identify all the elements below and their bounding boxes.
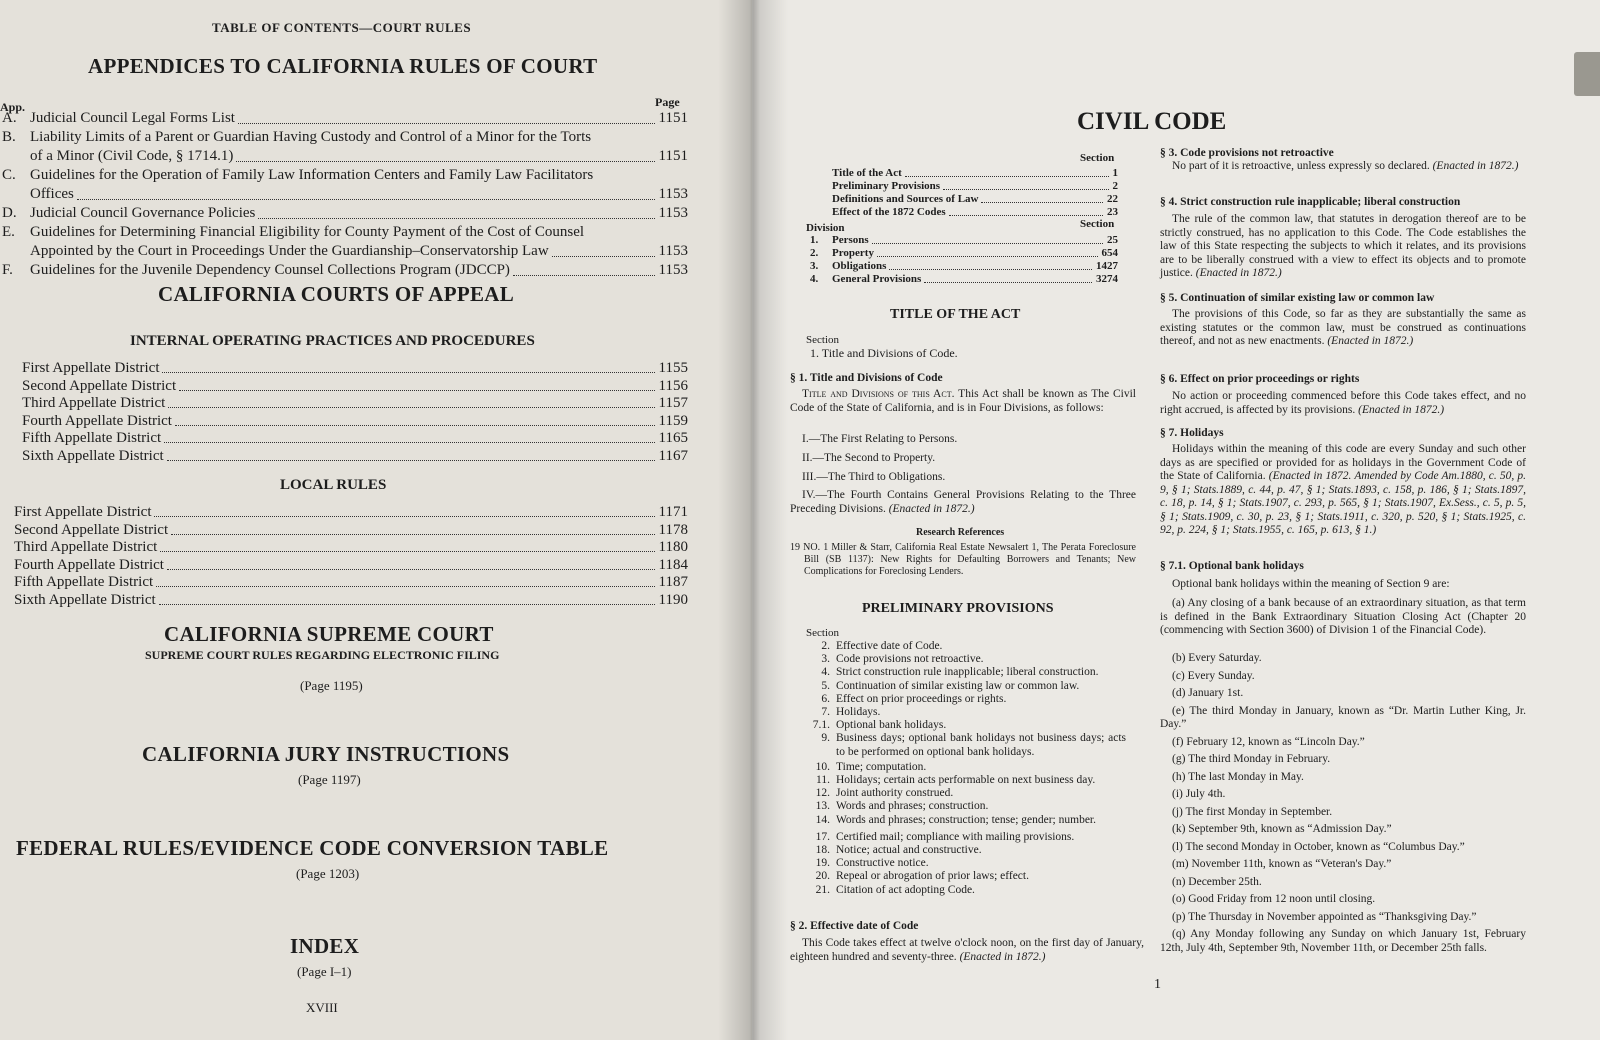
s4-text: The rule of the common law, that statutes in derogation thereof are to be strictly construed, has no application to this Code. The Code establishes the law of this State respecting the subjects to which it relates, and its provisions are to be liberally construed with a view to effect its objects and to promote justice. (1160, 213, 1526, 279)
s7-head: § 7. Holidays (1160, 427, 1224, 439)
appendix-line-page: 1151 (658, 110, 688, 126)
prelim-item (804, 774, 1126, 787)
toc-entry-text: Title of the Act (832, 167, 902, 179)
prelim-item-number: 5. (821, 679, 830, 692)
jury-page: (Page 1197) (298, 772, 361, 787)
appendix-line (30, 185, 688, 204)
district-entry-page: 1180 (658, 539, 688, 556)
toc-entry-leader (943, 189, 1108, 190)
toc-division-entry (810, 273, 1118, 286)
district-entry (22, 412, 688, 430)
appendix-line-page: 1153 (658, 186, 688, 202)
title-act-heading: TITLE OF THE ACT (890, 307, 1021, 322)
prelim-item-number: 17. (815, 830, 830, 843)
federal-heading: FEDERAL RULES/EVIDENCE CODE CONVERSION TABLE (16, 836, 609, 860)
prelim-item (804, 787, 1126, 800)
toc-entry-page: 23 (1107, 206, 1118, 218)
supreme-heading: CALIFORNIA SUPREME COURT (164, 622, 494, 646)
s1-head: § 1. Title and Divisions of Code (790, 372, 943, 384)
prelim-item (804, 831, 1126, 844)
toc-entry (832, 167, 1118, 180)
district-entry (14, 503, 688, 521)
s71-item: (l) The second Monday in October, known as “Columbus Day.” (1172, 840, 1465, 853)
s6-body (1160, 390, 1526, 417)
prelim-item-text: Business days; optional bank holidays not business days; acts to be performed on optional bank holidays. (836, 732, 1126, 758)
district-entry-page: 1157 (658, 395, 688, 412)
appendix-letter: D. (2, 205, 17, 221)
appendix-entry (2, 109, 688, 128)
prelim-item-number: 12. (815, 787, 830, 800)
prelim-item-text: Effective date of Code. (836, 640, 943, 652)
toc-division-entry-page: 25 (1107, 234, 1118, 246)
right-folio: 1 (1154, 977, 1161, 992)
civil-code-title: CIVIL CODE (1077, 108, 1227, 135)
appendix-line-text: of a Minor (Civil Code, § 1714.1) (30, 148, 234, 164)
toc-entry-leader (949, 215, 1103, 216)
appendix-text: Guidelines for the Operation of Family Law Information Centers and Family Law Facilitators (30, 167, 594, 183)
iop-heading: INTERNAL OPERATING PRACTICES AND PROCEDURES (130, 333, 535, 349)
prelim-item-text: Certified mail; compliance with mailing provisions. (836, 830, 1075, 843)
appendix-line-leader (258, 218, 654, 219)
prelim-item (804, 732, 1126, 758)
supreme-page: (Page 1195) (300, 678, 363, 693)
toc-division-entry-text: General Provisions (832, 273, 922, 285)
district-entry-page: 1165 (658, 430, 688, 447)
district-entry-text: Fifth Appellate District (22, 430, 162, 447)
s3-head: § 3. Code provisions not retroactive (1160, 147, 1334, 159)
prelim-item-text: Joint authority construed. (836, 787, 954, 800)
prelim-item-number: 7. (821, 706, 830, 719)
s71-a: (a) Any closing of a bank because of an extraordinary situation, as that term is defined in the Bank Extraordinary Situation Closing Act (Chapter 20 (commencing with Section 3600) of Division 1 of the Financial Code). (1160, 597, 1526, 636)
s6-text: No action or proceeding commenced before this Code takes effect, and no right accrued, is affected by its provisions. (1160, 390, 1526, 416)
district-entry-text: First Appellate District (14, 504, 152, 520)
toc-division-number: 1. (810, 234, 819, 246)
toc-entry (832, 193, 1118, 206)
toc-division-entry-text: Property (832, 247, 874, 259)
s6-enacted: (Enacted in 1872.) (1358, 403, 1445, 416)
appendix-letter: A. (2, 110, 17, 126)
prelim-item (804, 693, 1126, 706)
district-entry-text: Third Appellate District (14, 539, 158, 556)
s71-item: (i) July 4th. (1172, 788, 1226, 800)
district-entry-text: Sixth Appellate District (14, 592, 156, 608)
appendix-line-text: Appointed by the Court in Proceedings Under the Guardianship–Conservatorship Law (30, 243, 549, 259)
prelim-item-text: Optional bank holidays. (836, 719, 947, 732)
district-entry-page: 1167 (658, 448, 688, 464)
appendix-line-page: 1153 (658, 243, 688, 259)
prelim-heading: PRELIMINARY PROVISIONS (862, 601, 1054, 616)
district-entry (22, 429, 688, 447)
toc-division-entry-page: 654 (1101, 247, 1118, 259)
s71-item: (b) Every Saturday. (1172, 652, 1262, 664)
prelim-item-text: Notice; actual and constructive. (836, 844, 982, 857)
appendix-line-leader (552, 256, 655, 257)
s71-item: (j) The first Monday in September. (1172, 805, 1333, 818)
s2-enacted: (Enacted in 1872.) (959, 950, 1046, 963)
running-head: TABLE OF CONTENTS—COURT RULES (212, 20, 472, 35)
toc-entry-text: Definitions and Sources of Law (832, 193, 979, 205)
district-entry (22, 359, 688, 377)
appendix-letter: C. (2, 167, 16, 183)
appendix-line-leader (513, 275, 655, 276)
appendix-line (30, 242, 688, 261)
rr-text: 19 NO. 1 Miller & Starr, California Real Estate Newsalert 1, The Perata Foreclosure Bill (SB 1137): New Rights for Defaulting Borrowers and Tenants; New Complications for Foreclosing Lenders. (790, 542, 1136, 577)
appendix-text: Liability Limits of a Parent or Guardian Having Custody and Control of a Minor for the Torts (30, 129, 592, 145)
appendix-line-leader (236, 161, 654, 162)
prelim-item-text: Strict construction rule inapplicable; liberal construction. (836, 666, 1099, 679)
s4-enacted: (Enacted in 1872.) (1195, 267, 1282, 279)
district-entry-page: 1187 (658, 574, 688, 591)
s71-item: (h) The last Monday in May. (1172, 770, 1304, 783)
appendix-entry (2, 204, 688, 223)
s7-enacted: (Enacted in 1872. Amended by Code Am.1880, c. 50, p. 9, § 1; Stats.1889, c. 44, p. 47, § 1; Stats.1893, c. 158, p. 186, § 1; Stats.1897, c. 18, p. 14, § 1; Stats.1907, c. 293, p. 565, § 1; Stats.1907, Ex.Sess., c. 5, p. 5, § 1; Stats.1909, c. 30, p. 23, § 1; Stats.1911, c. 320, p. 520, § 1; Stats.1925, c. 92, p. 224, § 1; Stats.1955, c. 165, p. 613, § 1.) (1160, 470, 1527, 536)
prelim-item-number: 11. (816, 774, 830, 787)
s1-div-1: I.—The First Relating to Persons. (802, 433, 958, 445)
s71-item: (d) January 1st. (1172, 687, 1244, 699)
appendix-text-block (30, 223, 688, 261)
left-page (0, 0, 752, 1040)
prelim-item-number: 3. (821, 653, 830, 666)
toc-division-label: Division (806, 222, 845, 234)
district-entry-page: 1159 (658, 412, 688, 429)
district-entry-leader (175, 425, 655, 426)
district-entry-leader (156, 586, 654, 587)
appendix-line-text: Judicial Council Governance Policies (30, 205, 256, 221)
prelim-item (804, 844, 1126, 857)
s1-enacted: (Enacted in 1872.) (888, 502, 975, 515)
index-heading: INDEX (290, 934, 360, 958)
district-entry-page: 1190 (658, 592, 688, 608)
appendix-line (30, 261, 688, 280)
s7-body (1160, 443, 1526, 538)
appendix-entry (2, 166, 688, 204)
appendix-entry (2, 128, 688, 166)
s71-list (1160, 652, 1526, 959)
prelim-item (804, 870, 1126, 883)
prelim-item (804, 666, 1126, 679)
appendix-text-block (30, 109, 688, 128)
toc-section-label-2: Section (1080, 218, 1115, 230)
district-entry-leader (159, 604, 655, 605)
prelim-item-number: 9. (821, 732, 830, 745)
toc-division-entry-page: 3274 (1096, 273, 1118, 285)
prelim-item (804, 706, 1126, 719)
district-entry-page: 1178 (658, 521, 688, 538)
s5-text: The provisions of this Code, so far as they are substantially the same as existing statutes or the common law, must be construed as continuations thereof, and not as new enactments. (1160, 308, 1526, 347)
s71-item: (k) September 9th, known as “Admission Day.” (1172, 823, 1392, 835)
s7-text: Holidays within the meaning of this code are every Sunday and such other days as are specified or provided for as holidays in the Government Code of the State of California. (1160, 443, 1526, 482)
s71-item: (g) The third Monday in February. (1172, 753, 1331, 765)
index-page: (Page I–1) (297, 964, 352, 979)
prelim-item (804, 800, 1126, 813)
toc-division-entry-page: 1427 (1096, 260, 1118, 272)
toc-entry-page: 2 (1112, 180, 1118, 192)
district-entry (22, 394, 688, 412)
appendix-line (30, 109, 688, 128)
s6-head: § 6. Effect on prior proceedings or rights (1160, 373, 1360, 385)
toc-entry-text: Effect of the 1872 Codes (832, 206, 946, 218)
district-entry-leader (171, 534, 654, 535)
prelim-item (804, 761, 1126, 774)
toc-division-number: 2. (810, 247, 819, 259)
local-rules-heading: LOCAL RULES (280, 477, 387, 493)
appendix-letter: F. (2, 262, 13, 278)
appendix-line-page: 1153 (658, 262, 688, 278)
prelim-item-number: 6. (821, 692, 830, 705)
toc-entry-leader (981, 202, 1103, 203)
appendix-line-page: 1153 (658, 205, 688, 221)
appendix-line (30, 147, 688, 166)
district-entry-leader (162, 372, 654, 373)
district-entry-leader (154, 516, 654, 517)
prelim-item-text: Holidays. (836, 706, 881, 719)
col-page-label: Page (655, 95, 680, 109)
district-entry-leader (167, 569, 655, 570)
prelim-item (804, 719, 1126, 732)
s2-body (790, 937, 1144, 964)
district-entry-leader (167, 460, 655, 461)
s3-enacted: (Enacted in 1872.) (1432, 160, 1519, 172)
s4-head: § 4. Strict construction rule inapplicable; liberal construction (1160, 196, 1461, 208)
toc-division-entry-leader (924, 282, 1092, 283)
toc-division-entry-leader (877, 256, 1098, 257)
prelim-item-number: 18. (815, 844, 830, 857)
toc-entry-leader (905, 176, 1109, 177)
s2-head: § 2. Effective date of Code (790, 920, 919, 932)
s5-head: § 5. Continuation of similar existing law or common law (1160, 292, 1435, 304)
district-entry (14, 556, 688, 574)
district-entry-text: Fourth Appellate District (14, 556, 164, 573)
s1-div-4 (790, 489, 1136, 516)
district-entry-page: 1156 (658, 377, 688, 394)
district-entry (22, 447, 688, 465)
s71-item: (c) Every Sunday. (1172, 669, 1255, 682)
s1-body (790, 388, 1136, 415)
appendix-line-leader (77, 199, 655, 200)
appendix-line-text: Guidelines for the Juvenile Dependency Counsel Collections Program (JDCCP) (30, 262, 510, 278)
supreme-sub: SUPREME COURT RULES REGARDING ELECTRONIC FILING (145, 648, 500, 662)
prelim-item-number: 13. (815, 800, 830, 813)
s5-enacted: (Enacted in 1872.) (1327, 335, 1414, 347)
toc-division-entry-text: Persons (832, 234, 869, 246)
prelim-item-number: 10. (815, 760, 830, 773)
prelim-item-text: Words and phrases; construction. (836, 800, 989, 813)
district-entry-leader (160, 551, 654, 552)
district-entry-text: Second Appellate District (14, 521, 169, 538)
s3-text: No part of it is retroactive, unless expressly so declared. (1172, 160, 1430, 172)
appendix-text-block (30, 128, 688, 166)
s71-item: (p) The Thursday in November appointed as “Thanksgiving Day.” (1172, 910, 1477, 923)
district-entry-text: First Appellate District (22, 360, 160, 376)
title-act-item: 1. Title and Divisions of Code. (810, 346, 958, 360)
appendix-line (30, 204, 688, 223)
s3-body (1160, 160, 1526, 174)
s71-head: § 7.1. Optional bank holidays (1160, 560, 1304, 572)
toc-top-list (832, 167, 1118, 219)
prelim-item-number: 2. (821, 640, 830, 652)
district-entry-text: Fifth Appellate District (14, 574, 154, 591)
appendix-entry (2, 261, 688, 280)
district-entry-page: 1171 (658, 504, 688, 520)
appendix-line-leader (238, 123, 655, 124)
prelim-item (804, 653, 1126, 666)
prelim-item (804, 857, 1126, 870)
appeal-heading: CALIFORNIA COURTS OF APPEAL (158, 282, 515, 306)
appendix-text-block (30, 204, 688, 223)
s1-div-2: II.—The Second to Property. (802, 452, 936, 464)
s71-item: (n) December 25th. (1172, 875, 1262, 888)
federal-page: (Page 1203) (296, 866, 360, 881)
prelim-item-text: Holidays; certain acts performable on next business day. (836, 774, 1096, 787)
prelim-item (804, 680, 1126, 693)
s71-item: (f) February 12, known as “Lincoln Day.” (1172, 735, 1365, 748)
district-entry-text: Third Appellate District (22, 395, 166, 412)
col-app-label: App. (0, 100, 26, 114)
prelim-item-text: Code provisions not retroactive. (836, 653, 984, 666)
prelim-item-text: Repeal or abrogation of prior laws; effect. (836, 870, 1029, 883)
s1-div-4-text: IV.—The Fourth Contains General Provisions Relating to the Three Preceding Divisions. (790, 489, 1136, 515)
prelim-item-number: 21. (815, 883, 830, 896)
prelim-item (804, 640, 1126, 653)
prelim-item-text: Constructive notice. (836, 857, 929, 870)
district-entry-leader (179, 390, 654, 391)
district-entry-leader (164, 442, 654, 443)
district-entry-text: Fourth Appellate District (22, 412, 172, 429)
toc-division-entry-leader (872, 243, 1103, 244)
left-folio: XVIII (306, 1000, 338, 1015)
district-entry-text: Sixth Appellate District (22, 448, 164, 464)
district-entry-page: 1155 (658, 360, 688, 376)
district-entry-page: 1184 (658, 556, 688, 573)
prelim-item-number: 20. (815, 870, 830, 883)
prelim-item-text: Effect on prior proceedings or rights. (836, 692, 1007, 705)
toc-section-label: Section (1080, 152, 1115, 164)
toc-division-entry-leader (889, 269, 1092, 270)
appendix-text-block (30, 166, 688, 204)
district-entry (14, 521, 688, 539)
jury-heading: CALIFORNIA JURY INSTRUCTIONS (142, 742, 510, 766)
prelim-item-number: 4. (821, 666, 830, 679)
prelim-item-text: Time; computation. (836, 760, 927, 773)
title-act-section-label: Section (806, 334, 839, 346)
prelim-list (804, 640, 1126, 897)
s71-item: (e) The third Monday in January, known as “Dr. Martin Luther King, Jr. Day.” (1160, 704, 1526, 730)
prelim-item-number: 14. (815, 813, 830, 826)
toc-entry-page: 1 (1112, 167, 1118, 179)
prelim-section-label: Section (806, 627, 839, 639)
prelim-item (804, 814, 1126, 827)
s71-intro: Optional bank holidays within the meaning of Section 9 are: (1172, 578, 1450, 590)
district-entry-leader (168, 407, 654, 408)
district-entry (14, 538, 688, 556)
appendix-letter: B. (2, 129, 16, 145)
toc-entry (832, 206, 1118, 219)
prelim-item-number: 19. (815, 857, 830, 870)
prelim-item-text: Citation of act adopting Code. (836, 883, 975, 896)
s4-body (1160, 213, 1526, 281)
prelim-item-number: 7.1. (812, 719, 830, 732)
district-entry (14, 591, 688, 609)
s5-body (1160, 308, 1526, 349)
s71-item: (q) Any Monday following any Sunday on which January 1st, February 12th, July 4th, September 9th, November 11th, or December 25th falls. (1160, 928, 1526, 954)
appendix-line-text: Judicial Council Legal Forms List (30, 110, 235, 126)
s2-text: This Code takes effect at twelve o'clock noon, on the first day of January, eighteen hundred and seventy-three. (790, 937, 1144, 963)
toc-entry (832, 180, 1118, 193)
appendix-line-text: Offices (30, 186, 74, 202)
s1-text: This Act shall be known as The Civil Code of the State of California, and is in Four Divisions, as follows: (790, 388, 1136, 414)
s1-div-3: III.—The Third to Obligations. (802, 471, 946, 483)
s71-item: (o) Good Friday from 12 noon until closing. (1172, 893, 1376, 905)
toc-division-list (810, 234, 1118, 286)
s1-lead: Title and Divisions of this Act. (802, 388, 955, 400)
toc-entry-page: 22 (1107, 193, 1118, 205)
district-entry (14, 573, 688, 591)
district-entry-text: Second Appellate District (22, 377, 177, 394)
prelim-item-text: Continuation of similar existing law or common law. (836, 679, 1080, 692)
right-page (752, 0, 1600, 1040)
rr-heading: Research References (916, 527, 1005, 538)
toc-division-entry (810, 247, 1118, 260)
prelim-item-text: Words and phrases; construction; tense; gender; number. (836, 813, 1096, 826)
toc-division-entry (810, 260, 1118, 273)
appendices-heading: APPENDICES TO CALIFORNIA RULES OF COURT (88, 54, 598, 78)
appendix-entry (2, 223, 688, 261)
toc-entry-text: Preliminary Provisions (832, 180, 941, 192)
toc-division-entry (810, 234, 1118, 247)
s71-item: (m) November 11th, known as “Veteran's Day.” (1172, 858, 1392, 870)
appendix-text: Guidelines for Determining Financial Eligibility for County Payment of the Cost of Counsel (30, 224, 585, 240)
appendix-letter: E. (2, 224, 15, 240)
appendix-text-block (30, 261, 688, 280)
toc-division-number: 4. (810, 273, 819, 285)
appendix-line-page: 1151 (658, 148, 688, 164)
toc-division-number: 3. (810, 260, 819, 272)
prelim-item (804, 884, 1126, 897)
page-tab (1574, 52, 1600, 96)
district-entry (22, 377, 688, 395)
toc-division-entry-text: Obligations (832, 260, 887, 272)
